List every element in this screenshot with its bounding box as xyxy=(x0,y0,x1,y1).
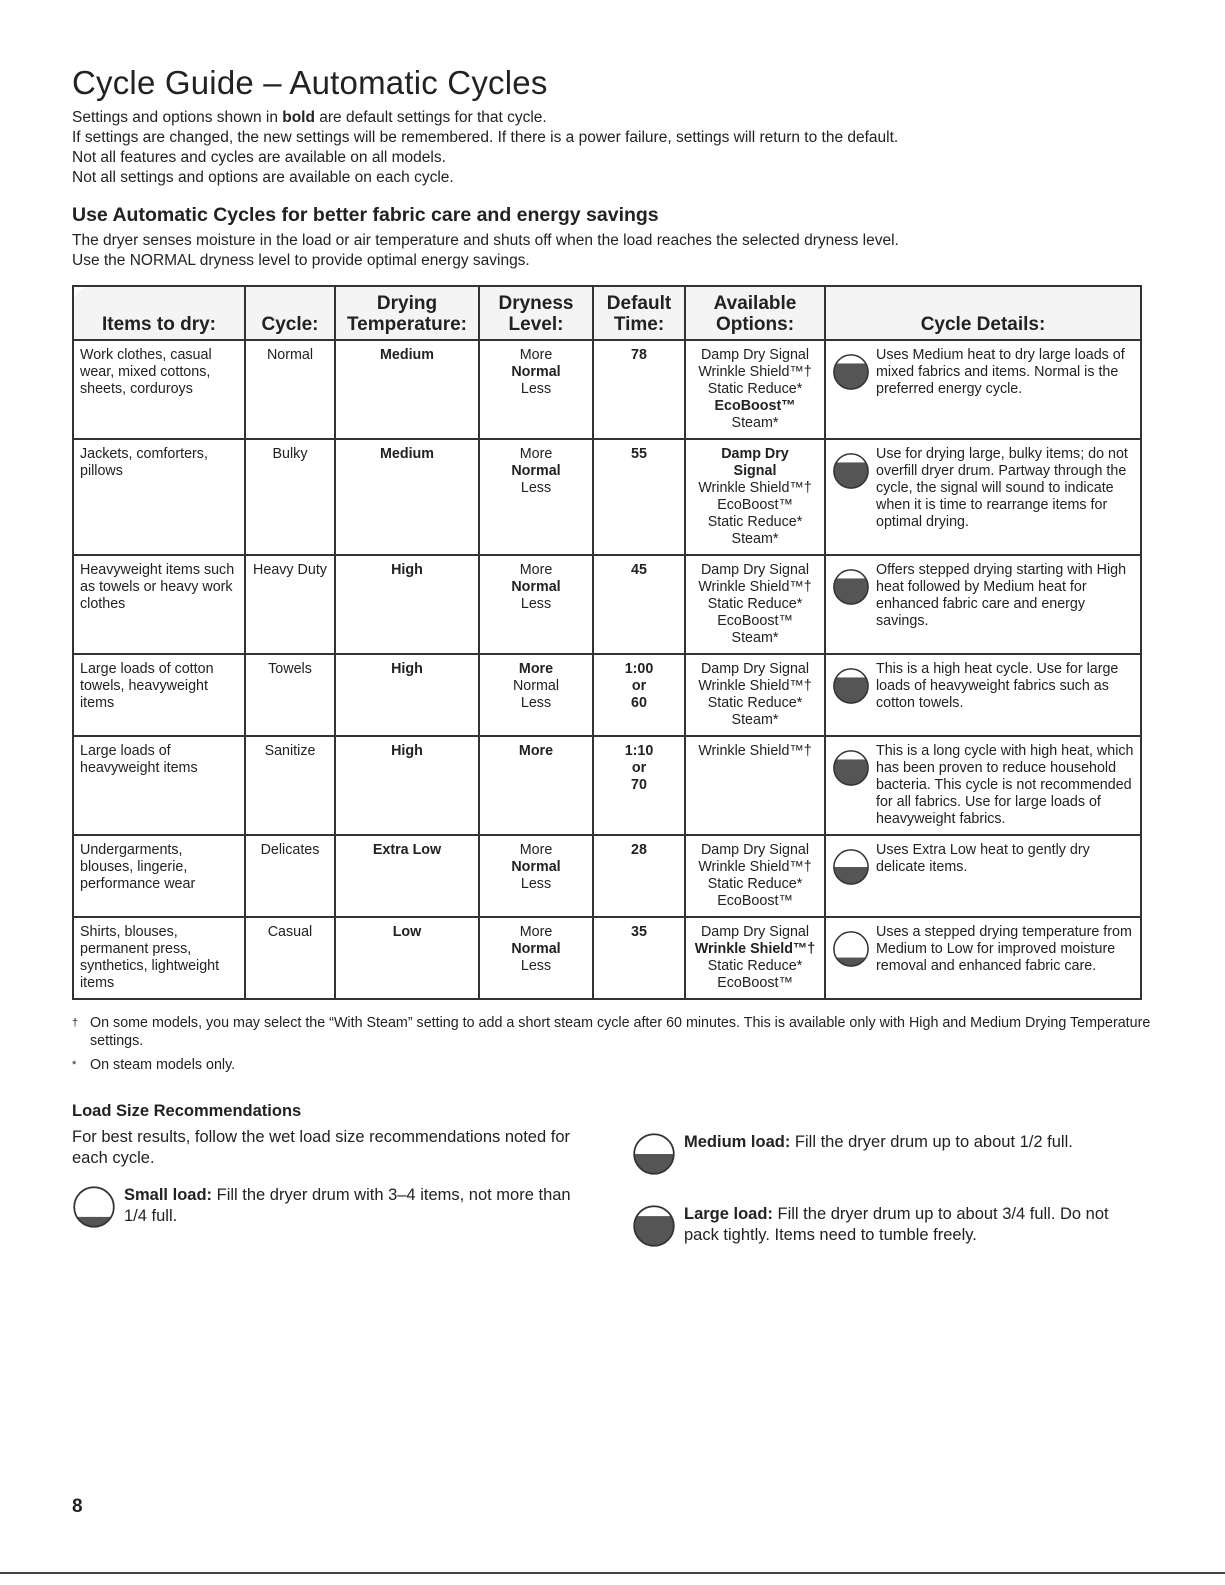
items-cell: Work clothes, casual wear, mixed cottons, sheets, corduroys xyxy=(73,340,245,439)
dryness-cell xyxy=(479,555,593,654)
items-cell: Large loads of heavyweight items xyxy=(73,736,245,835)
cycle-cell: Bulky xyxy=(245,439,335,555)
option-item: EcoBoost™ xyxy=(717,975,793,991)
options-cell xyxy=(685,555,825,654)
small-load-desc: Fill the dryer drum with 3–4 items, not more than 1/4 full. xyxy=(124,1186,571,1225)
dryness-level: Normal xyxy=(511,941,561,957)
dryness-level: More xyxy=(519,842,553,858)
temperature-cell: Extra Low xyxy=(335,835,479,917)
col-temperature: Drying Temperature: xyxy=(335,286,479,340)
medium-load-icon xyxy=(632,1132,676,1176)
details-wrap xyxy=(832,347,1134,398)
temperature-cell: High xyxy=(335,555,479,654)
table-row xyxy=(73,340,1141,439)
medium-load-text xyxy=(684,1132,1073,1153)
footnote-mark: * xyxy=(72,1059,77,1071)
details-wrap xyxy=(832,562,1134,630)
time-value: 45 xyxy=(631,562,647,578)
table-row xyxy=(73,736,1141,835)
table-row xyxy=(73,835,1141,917)
footnote-mark: † xyxy=(72,1017,79,1029)
option-item: Damp Dry Signal xyxy=(700,562,810,578)
icon-fill xyxy=(634,1154,674,1174)
large-load-text xyxy=(684,1204,1142,1246)
medium-load-icon xyxy=(832,848,870,886)
large-load-desc: Fill the dryer drum up to about 3/4 full. Do not pack tightly. Items need to tumble freely. xyxy=(684,1205,1109,1244)
option-item: Static Reduce* xyxy=(707,596,803,612)
time-value: 28 xyxy=(631,842,647,858)
medium-load-desc: Fill the dryer drum up to about 1/2 full. xyxy=(790,1133,1073,1151)
option-item: Wrinkle Shield™† xyxy=(698,678,812,694)
time-value: 1:00 xyxy=(624,661,654,677)
dryness-level: Less xyxy=(520,876,552,892)
load-size-intro: For best results, follow the wet load size recommendations noted for each cycle. xyxy=(72,1128,570,1167)
option-item: Steam* xyxy=(731,630,779,646)
load-size-heading: Load Size Recommendations xyxy=(72,1102,302,1120)
intro-line-1: If settings are changed, the new settings will be remembered. If there is a power failure, settings will return to the default. xyxy=(72,129,899,146)
details-text: Use for drying large, bulky items; do not overfill dryer drum. Partway through the cycle, the signal will sound to indicate when it is time to rearrange items for optimal drying. xyxy=(876,446,1128,530)
medium-load-item xyxy=(632,1132,1142,1176)
option-item: Static Reduce* xyxy=(707,958,803,974)
option-item: Damp Dry xyxy=(721,446,789,462)
small-load-icon xyxy=(832,930,870,968)
option-item: EcoBoost™ xyxy=(717,613,793,629)
details-cell xyxy=(825,654,1141,736)
time-value: 78 xyxy=(631,347,647,363)
option-item: Steam* xyxy=(731,415,779,431)
details-cell xyxy=(825,555,1141,654)
details-wrap xyxy=(832,446,1134,531)
dryness-level: Less xyxy=(520,695,552,711)
details-cell xyxy=(825,917,1141,999)
dryness-cell xyxy=(479,340,593,439)
temperature-cell: High xyxy=(335,736,479,835)
dryness-level: Normal xyxy=(512,678,560,694)
temperature-cell: Medium xyxy=(335,340,479,439)
bottom-rule xyxy=(0,1572,1225,1574)
time-value: 35 xyxy=(631,924,647,940)
page-title: Cycle Guide – Automatic Cycles xyxy=(72,64,548,101)
cycle-cell: Delicates xyxy=(245,835,335,917)
option-item: Damp Dry Signal xyxy=(700,347,810,363)
details-wrap xyxy=(832,842,1134,886)
option-item: Static Reduce* xyxy=(707,514,803,530)
option-item: Steam* xyxy=(731,531,779,547)
dryness-level: Less xyxy=(520,596,552,612)
dryness-cell xyxy=(479,835,593,917)
option-item: Wrinkle Shield™† xyxy=(698,480,812,496)
time-cell xyxy=(593,835,685,917)
small-load-text xyxy=(124,1185,572,1227)
subheading: Use Automatic Cycles for better fabric care and energy savings xyxy=(72,204,659,226)
option-item: EcoBoost™ xyxy=(717,497,793,513)
footnote xyxy=(72,1014,1152,1050)
details-wrap xyxy=(832,924,1134,975)
option-item: Wrinkle Shield™† xyxy=(694,941,816,957)
time-value: 55 xyxy=(631,446,647,462)
cycle-guide-table xyxy=(72,285,1142,1000)
load-size-section xyxy=(72,1102,1152,1248)
options-cell xyxy=(685,654,825,736)
details-text: This is a long cycle with high heat, which has been proven to reduce household bacteria. This cycle is not recommended for all fabrics. Use for large loads of heavyweight fabrics. xyxy=(876,743,1134,827)
option-item: Damp Dry Signal xyxy=(700,924,810,940)
large-load-icon xyxy=(832,353,870,391)
dryness-level: More xyxy=(518,661,554,677)
large-load-icon xyxy=(832,749,870,787)
option-item: Static Reduce* xyxy=(707,876,803,892)
large-load-icon xyxy=(832,452,870,490)
time-cell xyxy=(593,555,685,654)
items-cell: Undergarments, blouses, lingerie, performance wear xyxy=(73,835,245,917)
large-load-label: Large load: xyxy=(684,1205,773,1223)
col-cycle: Cycle: xyxy=(245,286,335,340)
options-cell xyxy=(685,439,825,555)
dryness-level: Less xyxy=(520,958,552,974)
details-cell xyxy=(825,835,1141,917)
items-cell: Heavyweight items such as towels or heavy work clothes xyxy=(73,555,245,654)
table-row xyxy=(73,439,1141,555)
time-cell xyxy=(593,736,685,835)
table-row xyxy=(73,555,1141,654)
time-cell xyxy=(593,340,685,439)
dryness-level: More xyxy=(518,743,554,759)
details-text: Offers stepped drying starting with High heat followed by Medium heat for enhanced fabric care and energy savings. xyxy=(876,562,1127,629)
items-cell: Jackets, comforters, pillows xyxy=(73,439,245,555)
footnotes xyxy=(72,1014,1152,1074)
option-item: Static Reduce* xyxy=(707,695,803,711)
dryness-level: Normal xyxy=(511,364,561,380)
option-item: Steam* xyxy=(731,712,779,728)
dryness-cell xyxy=(479,917,593,999)
intro-line-0 xyxy=(72,108,1152,128)
option-item: EcoBoost™ xyxy=(714,398,796,414)
col-items: Items to dry: xyxy=(73,286,245,340)
table-body xyxy=(73,340,1141,999)
large-load-icon xyxy=(632,1204,676,1248)
intro-text: are default settings for that cycle. xyxy=(314,109,547,126)
dryness-level: Normal xyxy=(511,579,561,595)
option-item: EcoBoost™ xyxy=(717,893,793,909)
details-cell xyxy=(825,736,1141,835)
small-load-icon xyxy=(72,1185,116,1229)
large-load-item xyxy=(632,1204,1142,1248)
dryness-level: Normal xyxy=(511,859,561,875)
col-time: Default Time: xyxy=(593,286,685,340)
items-cell: Large loads of cotton towels, heavyweight items xyxy=(73,654,245,736)
dryness-cell xyxy=(479,736,593,835)
details-cell xyxy=(825,340,1141,439)
time-cell xyxy=(593,917,685,999)
table-row xyxy=(73,917,1141,999)
dryness-level: Normal xyxy=(511,463,561,479)
options-cell xyxy=(685,917,825,999)
option-item: Wrinkle Shield™† xyxy=(698,743,812,759)
small-load-item xyxy=(72,1185,572,1229)
items-cell: Shirts, blouses, permanent press, synthetics, lightweight items xyxy=(73,917,245,999)
dryness-level: More xyxy=(519,347,553,363)
footnote-text: On some models, you may select the “With Steam” setting to add a short steam cycle after 60 minutes. This is available only with High and Medium Drying Temperature settings. xyxy=(90,1015,1151,1049)
dryness-level: More xyxy=(519,562,553,578)
load-size-right xyxy=(632,1102,1142,1248)
load-size-left xyxy=(72,1102,572,1248)
page-number: 8 xyxy=(72,1496,83,1517)
page xyxy=(72,64,1152,1248)
intro-text: Settings and options shown in xyxy=(72,109,283,126)
details-text: Uses Extra Low heat to gently dry delicate items. xyxy=(876,842,1090,875)
cycle-cell: Sanitize xyxy=(245,736,335,835)
cycle-cell: Heavy Duty xyxy=(245,555,335,654)
dryness-cell xyxy=(479,439,593,555)
large-load-icon xyxy=(832,667,870,705)
dryness-cell xyxy=(479,654,593,736)
details-wrap xyxy=(832,743,1134,828)
col-options: Available Options: xyxy=(685,286,825,340)
details-text: This is a high heat cycle. Use for large loads of heavyweight fabrics such as cotton towels. xyxy=(876,661,1119,711)
dryness-level: More xyxy=(519,446,553,462)
cycle-cell: Normal xyxy=(245,340,335,439)
time-value: or xyxy=(631,760,647,776)
dryness-level: Less xyxy=(520,381,552,397)
temperature-cell: Low xyxy=(335,917,479,999)
temperature-cell: Medium xyxy=(335,439,479,555)
medium-load-label: Medium load: xyxy=(684,1133,791,1151)
option-item: Wrinkle Shield™† xyxy=(698,364,812,380)
large-load-icon xyxy=(832,568,870,606)
temperature-cell: High xyxy=(335,654,479,736)
intro xyxy=(72,108,1152,188)
details-text: Uses Medium heat to dry large loads of mixed fabrics and items. Normal is the preferred energy cycle. xyxy=(876,347,1125,397)
col-details: Cycle Details: xyxy=(825,286,1141,340)
details-text: Uses a stepped drying temperature from Medium to Low for improved moisture removal and enhanced fabric care. xyxy=(876,924,1132,974)
cycle-cell: Towels xyxy=(245,654,335,736)
dryness-level: More xyxy=(519,924,553,940)
option-item: Wrinkle Shield™† xyxy=(698,579,812,595)
time-value: 60 xyxy=(631,695,647,711)
time-value: 70 xyxy=(631,777,647,793)
cycle-cell: Casual xyxy=(245,917,335,999)
time-cell xyxy=(593,654,685,736)
option-item: Signal xyxy=(733,463,777,479)
intro-line-3: Not all settings and options are available on each cycle. xyxy=(72,169,454,186)
options-cell xyxy=(685,736,825,835)
intro-bold: bold xyxy=(282,109,315,126)
intro-line-2: Not all features and cycles are available on all models. xyxy=(72,149,446,166)
time-value: 1:10 xyxy=(624,743,654,759)
icon-fill xyxy=(834,867,868,884)
footnote xyxy=(72,1056,1152,1074)
footnote-text: On steam models only. xyxy=(90,1057,236,1073)
time-value: or xyxy=(631,678,647,694)
sub-text-line: Use the NORMAL dryness level to provide optimal energy savings. xyxy=(72,252,530,269)
option-item: Wrinkle Shield™† xyxy=(698,859,812,875)
sub-text xyxy=(72,231,1152,271)
details-cell xyxy=(825,439,1141,555)
option-item: Damp Dry Signal xyxy=(700,661,810,677)
table-row xyxy=(73,654,1141,736)
time-cell xyxy=(593,439,685,555)
option-item: Damp Dry Signal xyxy=(700,842,810,858)
options-cell xyxy=(685,835,825,917)
sub-text-line: The dryer senses moisture in the load or air temperature and shuts off when the load reaches the selected dryness level. xyxy=(72,232,899,249)
options-cell xyxy=(685,340,825,439)
dryness-level: Less xyxy=(520,480,552,496)
table-header-row xyxy=(73,286,1141,340)
small-load-label: Small load: xyxy=(124,1186,213,1204)
option-item: Static Reduce* xyxy=(707,381,803,397)
col-dryness: Dryness Level: xyxy=(479,286,593,340)
details-wrap xyxy=(832,661,1134,712)
